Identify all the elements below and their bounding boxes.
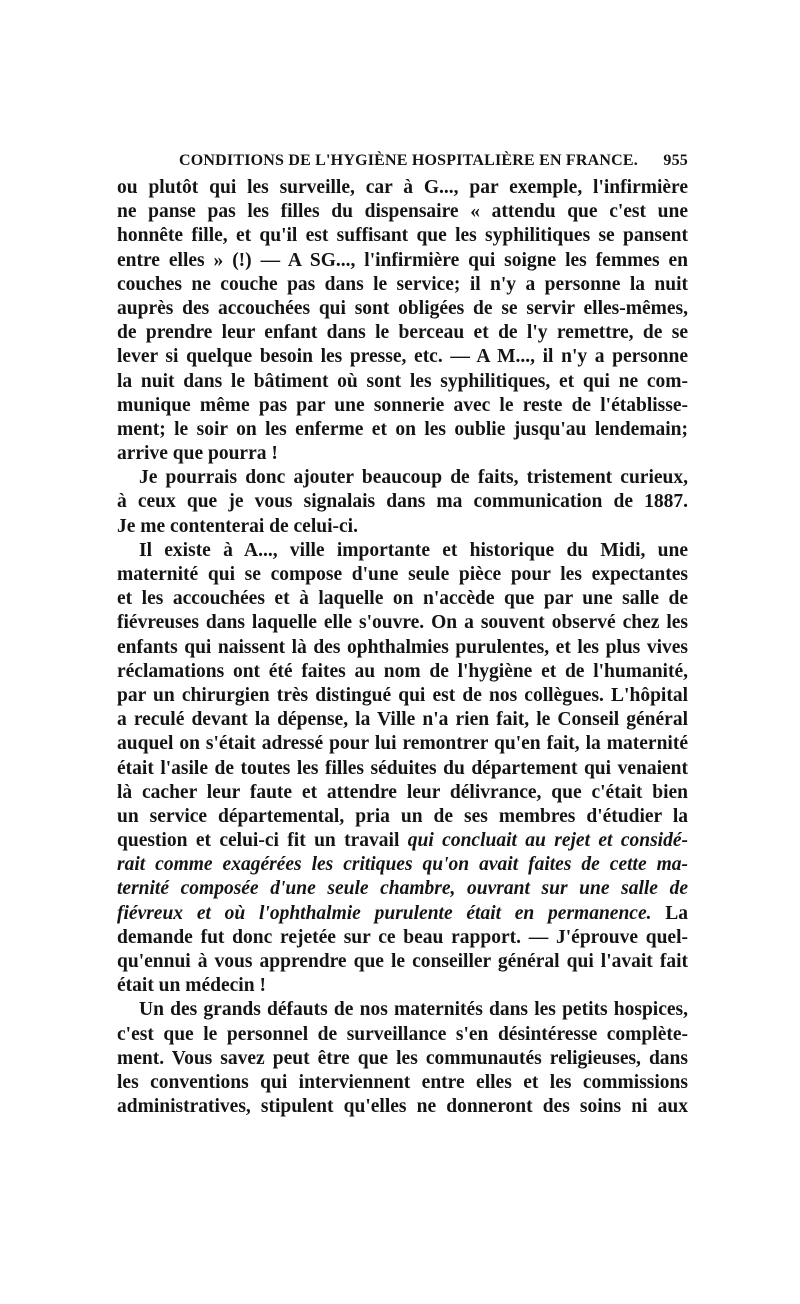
mixed-text-line [117, 877, 688, 901]
text-line: les conventions qui interviennent entre elles et les commissions [117, 1071, 688, 1093]
text-line: un service départemental, pria un de ses membres d'étudier la [117, 805, 688, 827]
text-line: Je pourrais donc ajouter beaucoup de faits, tristement curieux, [139, 467, 688, 489]
text-line: à ceux que je vous signalais dans ma communication de 1887. [117, 491, 688, 513]
italic-segment: rait comme exagérées les critiques qu'on avait faites de cette ma- [117, 854, 688, 876]
text-line: honnête fille, et qu'il est suffisant que les syphilitiques se pansent [117, 225, 688, 247]
page-number: 955 [663, 152, 688, 169]
text-line: était l'asile de toutes les filles séduites du département qui venaient [117, 757, 688, 779]
text-line: demande fut donc rejetée sur ce beau rapport. — J'éprouve quel- [117, 926, 688, 948]
book-page [117, 146, 688, 1119]
text-line: était un médecin ! [117, 975, 266, 997]
text-line: administratives, stipulent qu'elles ne donneront des soins ni aux [117, 1096, 688, 1118]
text-line: auprès des accouchées qui sont obligées de se servir elles-mêmes, [117, 297, 688, 319]
text-line: maternité qui se compose d'une seule pièce pour les expectantes [117, 564, 688, 585]
text-line: la nuit dans le bâtiment où sont les syphilitiques, et qui ne com- [117, 370, 688, 392]
text-line: ou plutôt qui les surveille, car à G..., par exemple, l'infirmière [117, 177, 688, 198]
paragraph-4 [117, 998, 688, 1119]
running-header [117, 146, 688, 176]
roman-segment: La [651, 902, 688, 924]
text-line: et les accouchées et à laquelle on n'accède que par une salle de [117, 588, 688, 610]
paragraph-2 [117, 466, 688, 539]
mixed-text-line [117, 902, 688, 926]
mixed-text-line [117, 829, 688, 853]
italic-segment: qui concluait au rejet et considé- [407, 830, 688, 852]
running-title: CONDITIONS DE L'HYGIÈNE HOSPITALIÈRE EN FRANCE. [179, 152, 638, 169]
paragraph-3 [117, 539, 688, 999]
text-line: a reculé devant la dépense, la Ville n'a rien fait, le Conseil général [117, 709, 688, 731]
text-line: réclamations ont été faites au nom de l'hygiène et de l'humanité, [117, 660, 688, 682]
text-line: par un chirurgien très distingué qui est de nos collègues. L'hôpital [117, 684, 688, 706]
text-line: arrive que pourra ! [117, 443, 278, 465]
paragraph-1 [117, 176, 688, 466]
text-line: ment; le soir on les enferme et on les oublie jusqu'au lendemain; [117, 418, 688, 440]
text-line: Un des grands défauts de nos maternités dans les petits hospices, [139, 999, 688, 1021]
italic-segment: ternité composée d'une seule chambre, ouvrant sur une salle de [117, 878, 688, 900]
text-line: de prendre leur enfant dans le berceau et de l'y remettre, de se [117, 322, 688, 344]
text-line: entre elles » (!) — A SG..., l'infirmière qui soigne les femmes en [117, 249, 688, 271]
text-line: c'est que le personnel de surveillance s'en désintéresse complète- [117, 1023, 688, 1045]
mixed-text-line [117, 853, 688, 877]
italic-segment: fiévreux et où l'ophthalmie purulente était en permanence. [117, 902, 652, 924]
roman-segment: question et celui-ci fit un travail [117, 830, 408, 852]
text-line: qu'ennui à vous apprendre que le conseiller général qui l'avait fait [117, 951, 688, 972]
text-line: là cacher leur faute et attendre leur délivrance, que c'était bien [117, 781, 688, 803]
text-line: couches ne couche pas dans le service; il n'y a personne la nuit [117, 273, 688, 295]
text-line: Il existe à A..., ville importante et historique du Midi, une [139, 539, 688, 561]
text-line: lever si quelque besoin les presse, etc. — A M..., il n'y a personne [117, 346, 688, 368]
text-line: enfants qui naissent là des ophthalmies purulentes, et les plus vives [117, 636, 688, 658]
text-line: Je me contenterai de celui-ci. [117, 515, 358, 537]
text-line: auquel on s'était adressé pour lui remontrer qu'en fait, la maternité [117, 733, 688, 755]
text-line: ment. Vous savez peut être que les communautés religieuses, dans [117, 1047, 688, 1069]
text-line: munique même pas par une sonnerie avec le reste de l'établisse- [117, 394, 688, 416]
text-line: fiévreuses dans laquelle elle s'ouvre. On a souvent observé chez les [117, 612, 688, 634]
text-line: ne panse pas les filles du dispensaire « attendu que c'est une [117, 201, 688, 223]
